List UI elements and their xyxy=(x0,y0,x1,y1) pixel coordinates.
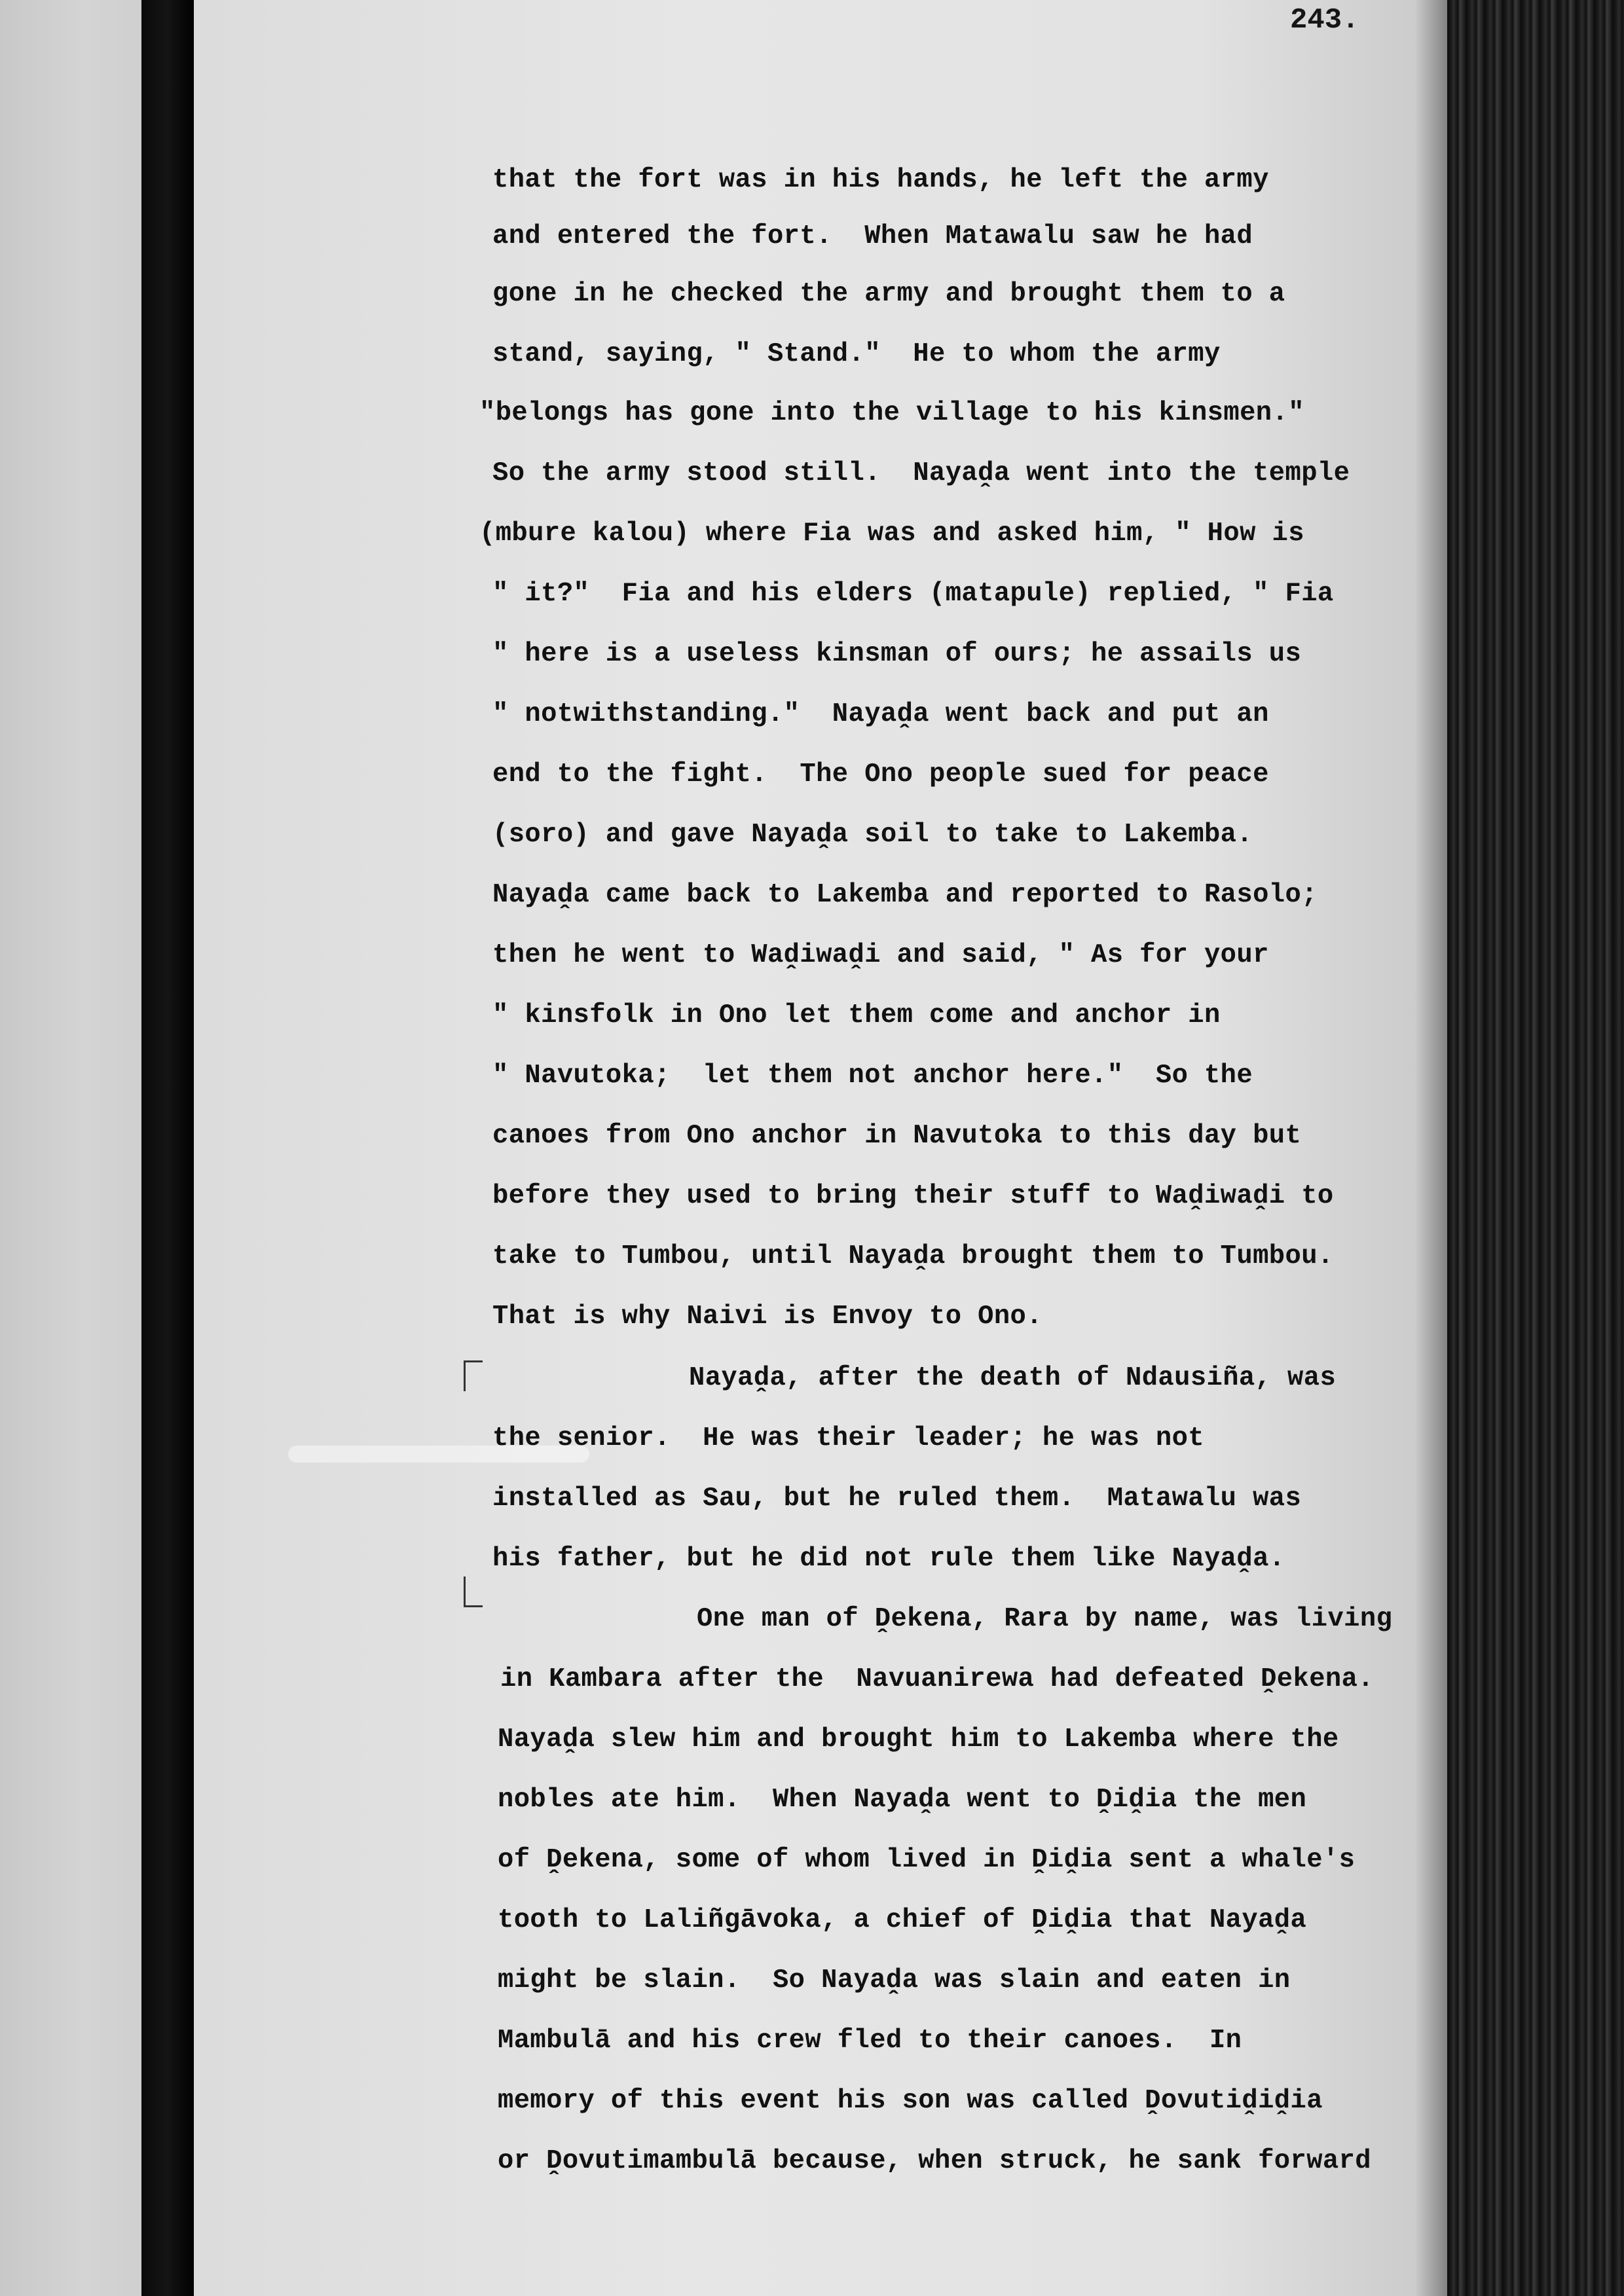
text-line: that the fort was in his hands, he left the army xyxy=(492,165,1269,195)
text-line: Nayaḓa came back to Lakemba and reported to Rasolo; xyxy=(492,880,1318,910)
text-line: memory of this event his son was called Ḓovutiḓiḓia xyxy=(498,2086,1323,2116)
text-line: installed as Sau, but he ruled them. Matawalu was xyxy=(492,1484,1302,1514)
text-line: " notwithstanding." Nayaḓa went back and put an xyxy=(492,699,1269,729)
text-line: canoes from Ono anchor in Navutoka to this day but xyxy=(492,1121,1302,1151)
text-line: " here is a useless kinsman of ours; he assails us xyxy=(492,639,1302,669)
margin-bracket-mark xyxy=(464,1576,483,1607)
text-line: Nayaḓa slew him and brought him to Lakemba where the xyxy=(498,1724,1339,1755)
text-line: Nayaḓa, after the death of Ndausiña, was xyxy=(689,1363,1337,1393)
text-line: " it?" Fia and his elders (matapule) replied, " Fia xyxy=(492,579,1334,609)
margin-bracket-mark xyxy=(464,1360,483,1391)
text-line: " Navutoka; let them not anchor here." So the xyxy=(492,1061,1253,1091)
text-line: and entered the fort. When Matawalu saw he had xyxy=(492,221,1253,251)
text-line: might be slain. So Nayaḓa was slain and eaten in xyxy=(498,1965,1291,1995)
text-line: (soro) and gave Nayaḓa soil to take to Lakemba. xyxy=(492,820,1253,850)
text-line: before they used to bring their stuff to Waḓiwaḓi to xyxy=(492,1181,1334,1211)
text-line: One man of Ḓekena, Rara by name, was living xyxy=(697,1604,1393,1634)
text-line: "belongs has gone into the village to his kinsmen." xyxy=(479,398,1304,428)
text-line: his father, but he did not rule them like Nayaḓa. xyxy=(492,1544,1285,1574)
text-line: end to the fight. The Ono people sued for peace xyxy=(492,759,1269,790)
text-line: That is why Naivi is Envoy to Ono. xyxy=(492,1302,1043,1332)
text-line: take to Tumbou, until Nayaḓa brought them to Tumbou. xyxy=(492,1241,1334,1271)
text-line: tooth to Laliñgāvoka, a chief of Ḓiḓia that Nayaḓa xyxy=(498,1905,1307,1935)
page-number: 243. xyxy=(1290,4,1359,37)
text-line: " kinsfolk in Ono let them come and anchor in xyxy=(492,1000,1221,1030)
text-line: gone in he checked the army and brought them to a xyxy=(492,279,1285,309)
text-line: (mbure kalou) where Fia was and asked him, " How is xyxy=(479,519,1304,549)
text-line: stand, saying, " Stand." He to whom the army xyxy=(492,339,1221,369)
text-line: in Kambara after the Navuanirewa had defeated Ḓekena. xyxy=(500,1664,1375,1694)
text-line: or Ḓovutimambulā because, when struck, he sank forward xyxy=(498,2146,1372,2176)
text-line: of Ḓekena, some of whom lived in Ḓiḓia sent a whale's xyxy=(498,1845,1356,1875)
text-line: then he went to Waḓiwaḓi and said, " As for your xyxy=(492,940,1269,970)
text-line: the senior. He was their leader; he was not xyxy=(492,1423,1204,1453)
text-line: nobles ate him. When Nayaḓa went to Ḓiḓia the men xyxy=(498,1785,1307,1815)
text-line: So the army stood still. Nayaḓa went into the temple xyxy=(492,458,1350,488)
text-line: Mambulā and his crew fled to their canoes. In xyxy=(498,2026,1242,2056)
